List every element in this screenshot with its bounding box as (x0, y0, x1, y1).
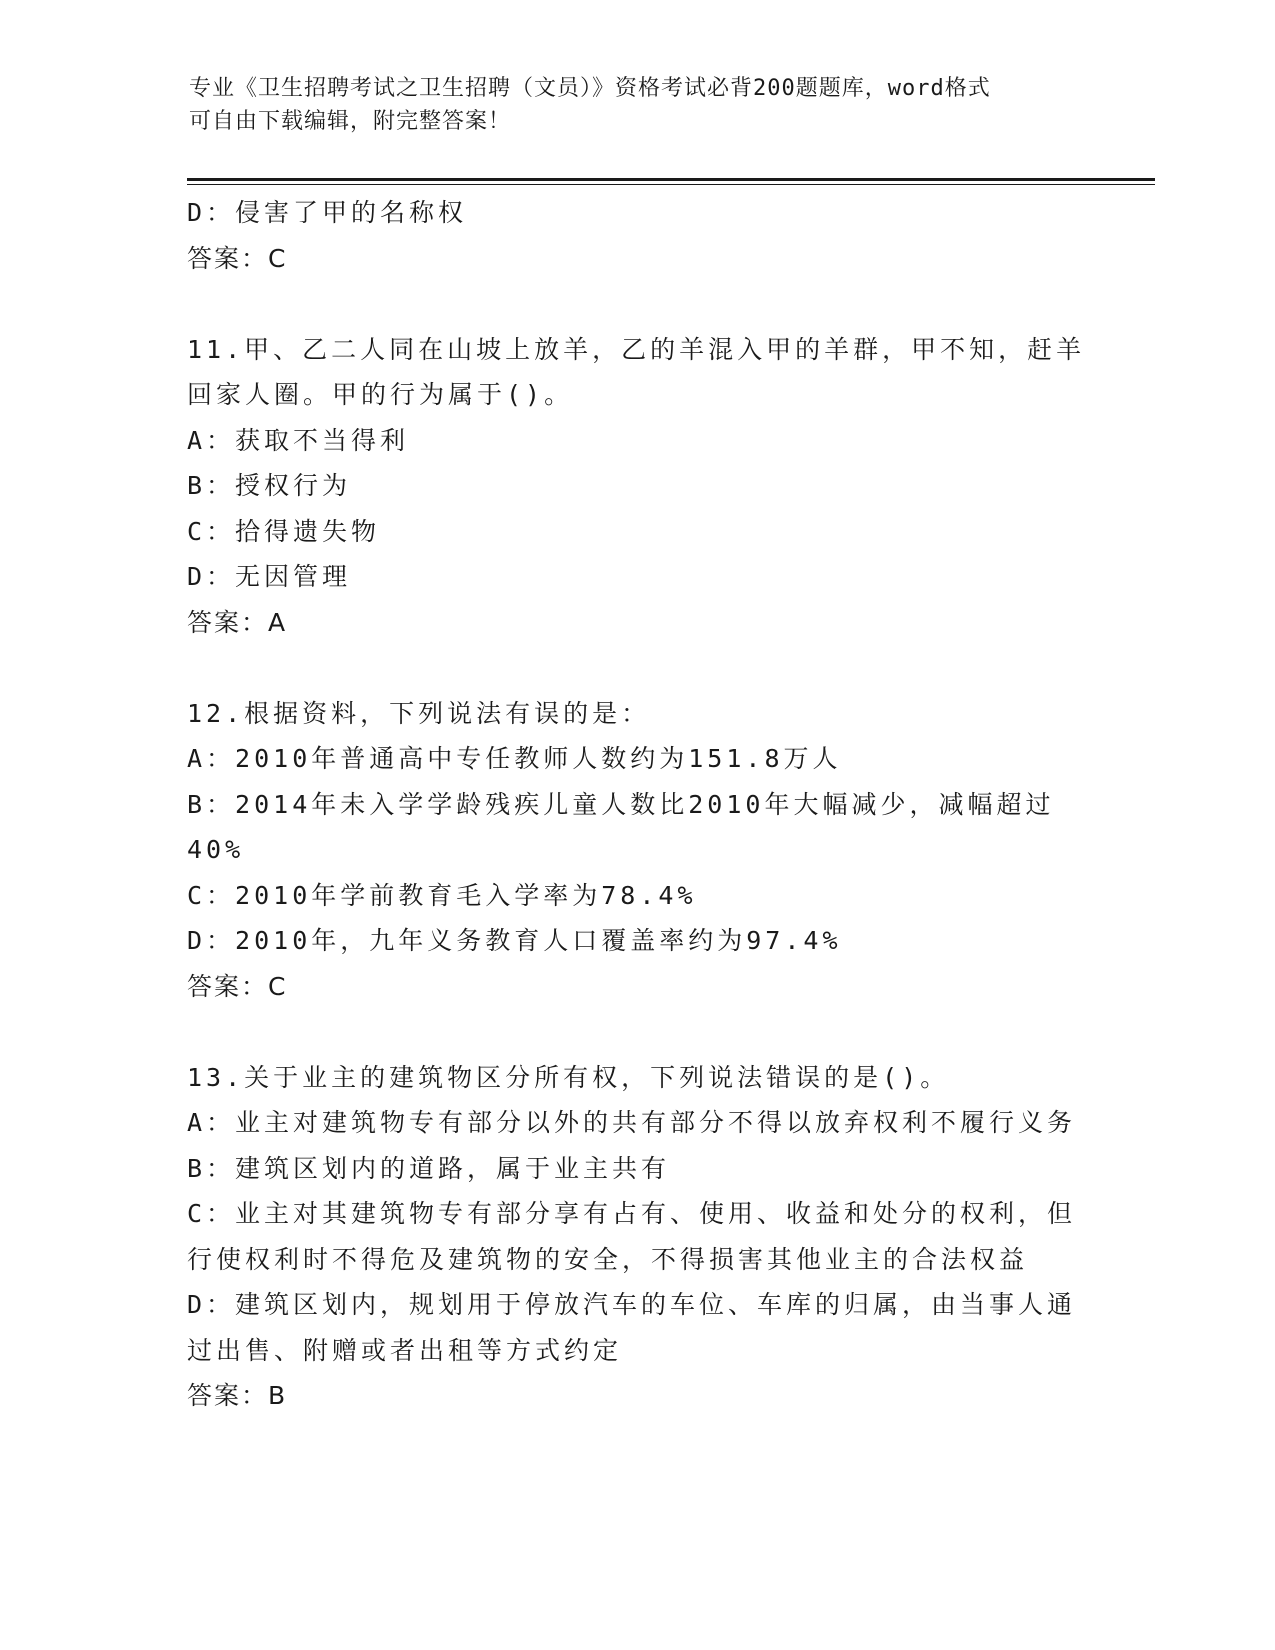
spacer (187, 281, 1087, 327)
answer-line: 答案：C (187, 243, 288, 273)
question-stem: 11.甲、乙二人同在山坡上放羊，乙的羊混入甲的羊群，甲不知，赶羊 (187, 334, 1086, 364)
spacer (187, 1009, 1087, 1055)
question-stem: 12.根据资料，下列说法有误的是： (187, 698, 651, 728)
option-d-continued: 过出售、附赠或者出租等方式约定 (187, 1335, 623, 1365)
option-c: C：拾得遗失物 (187, 516, 381, 546)
answer-line: 答案：C (187, 971, 288, 1001)
option-d: D：2010年，九年义务教育人口覆盖率约为97.4% (187, 926, 842, 955)
option-c: C：2010年学前教育毛入学率为78.4% (187, 880, 697, 910)
option-b: B：授权行为 (187, 471, 352, 500)
answer-line: 答案：A (187, 607, 288, 637)
document-header (189, 72, 1089, 138)
header-line-2: 可自由下载编辑，附完整答案！ (189, 109, 512, 134)
header-divider-thin (187, 184, 1155, 185)
question-10-tail (187, 190, 1087, 281)
option-d: D：建筑区划内，规划用于停放汽车的车位、车库的归属，由当事人通 (187, 1290, 1077, 1319)
option-b-continued: 40% (187, 835, 245, 864)
answer-line: 答案：B (187, 1381, 288, 1410)
option-d: D：无因管理 (187, 562, 352, 591)
option-d: D：侵害了甲的名称权 (187, 198, 468, 227)
option-b: B：2014年未入学学龄残疾儿童人数比2010年大幅减少，减幅超过 (187, 789, 1055, 819)
option-a: A：获取不当得利 (187, 425, 410, 455)
header-divider-thick (187, 178, 1155, 181)
question-stem-continued: 回家人圈。甲的行为属于()。 (187, 380, 574, 409)
spacer (187, 645, 1087, 691)
question-content (187, 190, 1087, 1419)
question-13 (187, 1055, 1087, 1419)
option-c: C：业主对其建筑物专有部分享有占有、使用、收益和处分的权利，但 (187, 1199, 1077, 1228)
question-stem: 13.关于业主的建筑物区分所有权，下列说法错误的是()。 (187, 1062, 950, 1092)
header-line-1: 专业《卫生招聘考试之卫生招聘（文员）》资格考试必背200题题库，word格式 (189, 76, 991, 101)
question-12 (187, 691, 1087, 1010)
option-a: A：业主对建筑物专有部分以外的共有部分不得以放弃权利不履行义务 (187, 1108, 1077, 1137)
option-b: B：建筑区划内的道路，属于业主共有 (187, 1153, 671, 1183)
option-a: A：2010年普通高中专任教师人数约为151.8万人 (187, 744, 842, 773)
question-11 (187, 327, 1087, 646)
option-c-continued: 行使权利时不得危及建筑物的安全，不得损害其他业主的合法权益 (187, 1244, 1029, 1274)
